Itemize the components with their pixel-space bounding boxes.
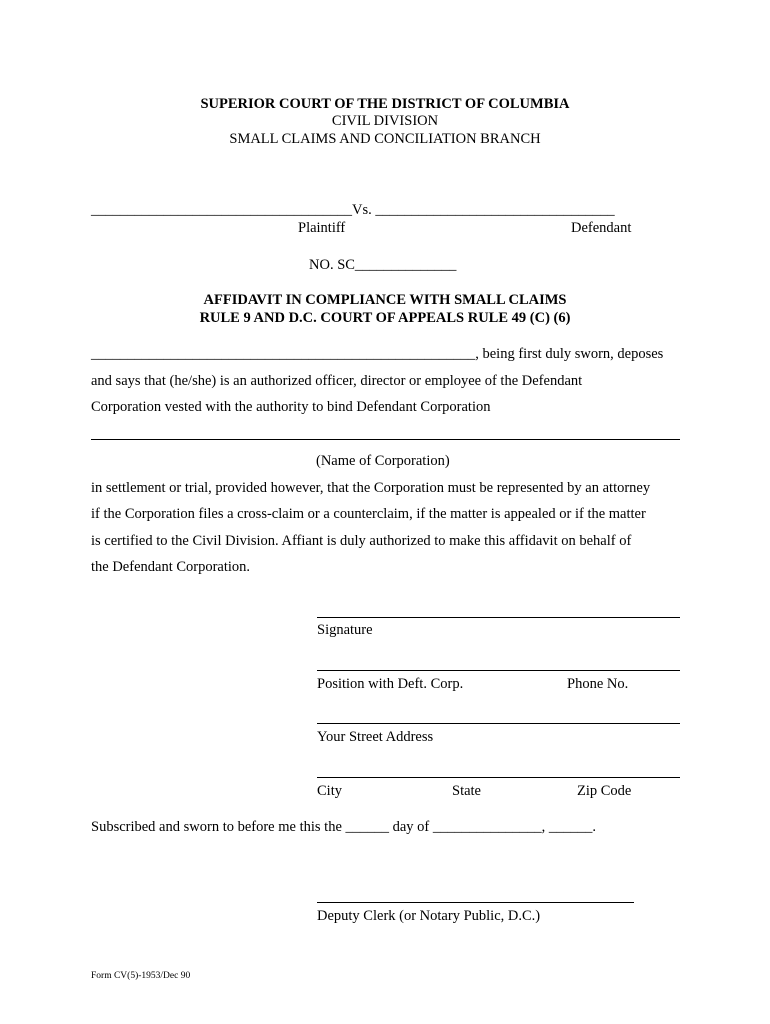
deputy-clerk-label: Deputy Clerk (or Notary Public, D.C.): [317, 908, 541, 924]
body-line-2: and says that (he/she) is an authorized officer, director or employee of the Defendant: [91, 373, 583, 389]
body-line-6: is certified to the Civil Division. Affiant is duly authorized to make this affidavit on behalf of: [91, 533, 632, 549]
position-rule: [317, 670, 680, 671]
body-line-3: Corporation vested with the authority to bind Defendant Corporation: [91, 399, 491, 415]
address-rule: [317, 723, 680, 724]
body-line-5: if the Corporation files a cross-claim or a counterclaim, if the matter is appealed or if the matter: [91, 506, 646, 522]
case-number: NO. SC______________: [309, 257, 457, 273]
signature-rule: [317, 617, 680, 618]
city-state-zip-rule: [317, 777, 680, 778]
phone-label: Phone No.: [567, 676, 629, 692]
state-label: State: [452, 783, 481, 799]
division-title: CIVIL DIVISION: [331, 113, 439, 129]
street-address-label: Your Street Address: [317, 729, 434, 745]
affidavit-title-line2: RULE 9 AND D.C. COURT OF APPEALS RULE 49 (C) (6): [199, 310, 571, 326]
zip-code-label: Zip Code: [577, 783, 632, 799]
branch-title: SMALL CLAIMS AND CONCILIATION BRANCH: [229, 131, 541, 147]
affidavit-title-line1: AFFIDAVIT IN COMPLIANCE WITH SMALL CLAIMS: [203, 292, 567, 308]
sworn-statement: Subscribed and sworn to before me this the ______ day of _______________, ______.: [91, 819, 597, 835]
affiant-name-line: _____________________________________________________, being first duly sworn, deposes: [91, 346, 664, 362]
body-line-4: in settlement or trial, provided however, that the Corporation must be represented by an attorney: [91, 480, 651, 496]
city-label: City: [317, 783, 342, 799]
signature-label: Signature: [317, 622, 373, 638]
position-label: Position with Deft. Corp.: [317, 676, 464, 692]
parties-vs-line: ____________________________________Vs. _________________________________: [91, 202, 615, 218]
clerk-signature-rule: [317, 902, 634, 903]
name-of-corporation-label: (Name of Corporation): [316, 453, 450, 469]
plaintiff-label: Plaintiff: [298, 220, 346, 236]
defendant-label: Defendant: [571, 220, 632, 236]
court-title: SUPERIOR COURT OF THE DISTRICT OF COLUMBIA: [200, 96, 570, 112]
body-line-7: the Defendant Corporation.: [91, 559, 251, 575]
corporation-name-rule: [91, 439, 680, 440]
form-footer: Form CV(5)-1953/Dec 90: [91, 971, 191, 981]
